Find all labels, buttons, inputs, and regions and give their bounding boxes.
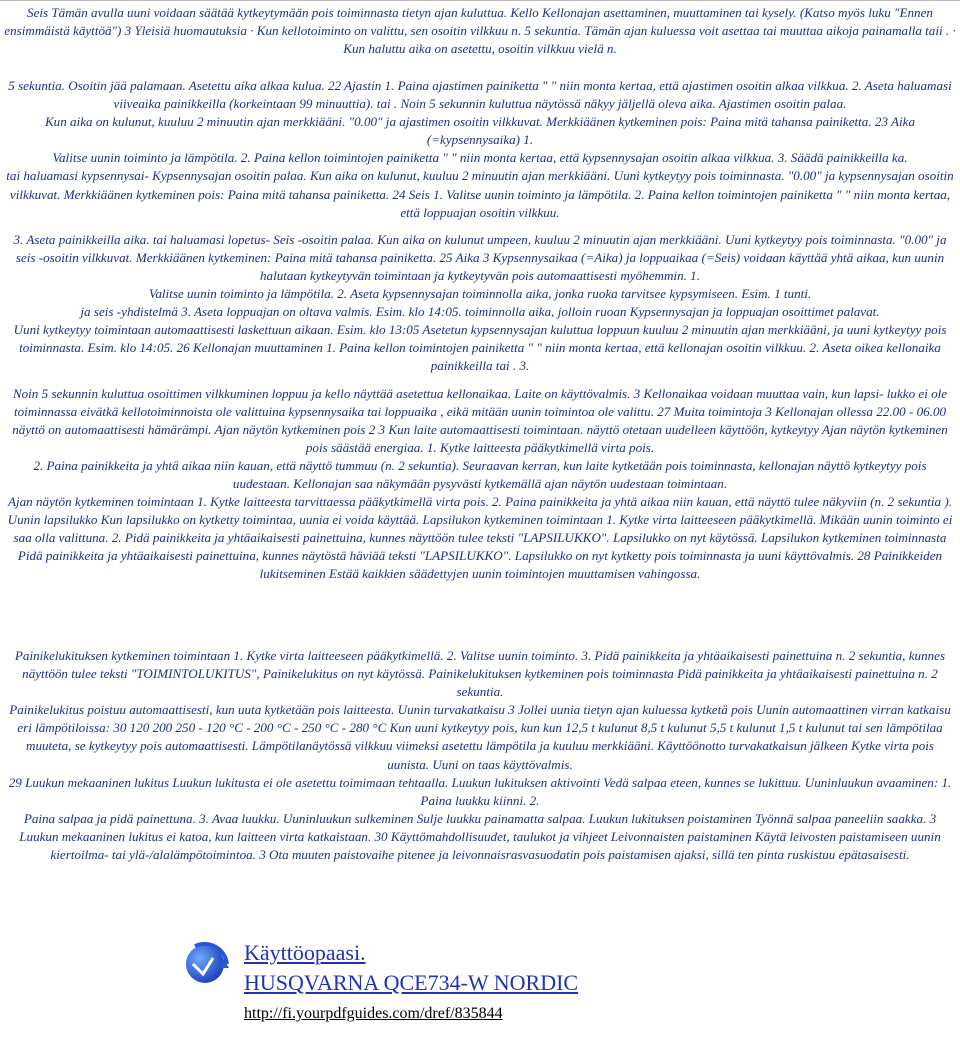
- footer-product-link[interactable]: HUSQVARNA QCE734-W NORDIC: [244, 970, 579, 995]
- paragraph: Valitse uunin toiminto ja lämpötila. 2. Aseta kypsennysajan toiminnolla aika, jonka ruoka tarvitsee kypsymiseen. Esim. 1 tunti.: [148, 286, 812, 302]
- text-section-1: [0, 4, 960, 58]
- paragraph: Uunin lapsilukko Kun lapsilukko on kytketty toimintaa, uunia ei voida käyttää. Lapsilukon kytkeminen toimintaan 1. Kytke virta laitteeseen pääkytkimellä. Mikään uunin toiminto ei saa olla valittuna. 2. Pidä painikkeita ja yhtäaikaisesti painettuina, kunnes näyttöön tulee teksti "LAPSILUKKO". Lapsilukko on nyt käytössä. Lapsilukon kytkeminen toiminnasta Pidä painikkeita ja yhtäaikaisesti painettuina, kunnes näytöstä häviää teksti "LAPSILUKKO". Lapsilukko on nyt kytketty pois toiminnasta ja uuni käyttövalmis. 28 Painikkeiden lukitseminen Estää kaikkien säädettyjen uunin toimintojen muuttamisen vahingossa.: [7, 512, 953, 582]
- text-section-2: [0, 77, 960, 584]
- paragraph: Kun aika on kulunut, kuuluu 2 minuutin ajan merkkiääni. "0.00" ja ajastimen osoitin vilkkuvat. Merkkiäänen kytkeminen pois: Paina mitä tahansa painiketta. 23 Aika (=kypsennysaika) 1.: [44, 114, 916, 148]
- text-section-3: [0, 647, 960, 864]
- paragraph: Seis Tämän avulla uuni voidaan säätää kytkeytymään pois toiminnasta tietyn ajan kuluttua. Kello Kellonajan asettaminen, muuttaminen tai kysely. (Katso myös luku "Ennen ensimmäistä käyttöä") 3 Yleisiä huomautuksia · Kun kellotoiminto on valittu, sen osoitin vilkkuu n. 5 sekuntia. Tämän ajan kuluessa voit asettaa tai muuttaa aikoja painamalla taii . · Kun haluttu aika on asetettu, osoitin vilkkuu vielä n.: [4, 5, 956, 57]
- paragraph: Noin 5 sekunnin kuluttua osoittimen vilkkuminen loppuu ja kello näyttää asetettua kellonaikaa. Laite on käyttövalmis. 3 Kellonaikaa voidaan muuttaa vain, kun lapsi- lukko ei ole toiminnassa eivätkä kellotoiminnoista ole valittuina kypsennysaika tai loppuaika , eikä mitään uunin toimintoa ole valittu. 27 Muita toimintoja 3 Kellonajan ollessa 22.00 - 06.00 näyttö on automaattisesti hämärämpi. Ajan näytön kytkeminen pois 2 3 Kun laite automaattisesti toimintaan. näyttö otetaan uudelleen käyttöön, kytkeytyy Ajan näytön kytkeminen pois säästää energiaa. 1. Kytke laitteesta pääkytkimellä virta pois.: [12, 385, 948, 455]
- paragraph: 2. Paina painikkeita ja yhtä aikaa niin kauan, että näyttö tummuu (n. 2 sekuntia). Seuraavan kerran, kun laite kytketään pois toiminnasta, kellonajan näyttö kytkeytyy pois uudestaan. Kellonajan saa näkymään pysyvästi kytkemällä ajan näytön uudestaan toimintaan.: [33, 457, 927, 491]
- footer-url-link[interactable]: http://fi.yourpdfguides.com/dref/835844: [244, 1005, 503, 1022]
- paragraph: 29 Luukun mekaaninen lukitus Luukun lukitusta ei ole asetettu toimimaan tehtaalla. Luukun lukituksen aktivointi Vedä salpaa eteen, kunnes se lukittuu. Uuninluukun avaaminen: 1. Paina luukku kiinni. 2.: [8, 774, 952, 808]
- footer-guide-link[interactable]: Käyttöopaasi.: [244, 940, 366, 965]
- paragraph: tai haluamasi kypsennysai- Kypsennysajan osoitin palaa. Kun aika on kulunut, kuuluu 2 minuutin ajan merkkiääni. Uuni kytkeytyy pois toiminnasta. "0.00" ja kypsennysajan osoitin vilkkuvat. Merkkiäänen kytkeminen pois: Paina mitä tahansa painiketta. 24 Seis 1. Valitse uunin toiminto ja lämpötila. 2. Paina kellon toimintojen painiketta " " niin monta kertaa, että loppuajan osoitin vilkkuu.: [6, 168, 954, 220]
- blue-ball-arrow-icon: [183, 938, 231, 990]
- paragraph: 3. Aseta painikkeilla aika. tai haluamasi lopetus- Seis -osoitin palaa. Kun aika on kulunut umpeen, kuuluu 2 minuutin ajan merkkiääni. Uuni kytkeytyy pois toiminnasta. "0.00" ja seis -osoitin vilkkuvat. Merkkiäänen kytkeminen: Paina mitä tahansa painiketta. 25 Aika 3 Kypsennysaikaa (=Aika) ja loppuaikaa (=Seis) voidaan käyttää yhtä aikaa, kun uunin halutaan kytkeytyvän toimintaan ja kytkeytyvän pois automaattisesti myöhemmin. 1.: [13, 231, 947, 283]
- paragraph: Painikelukituksen kytkeminen toimintaan 1. Kytke virta laitteeseen pääkytkimellä. 2. Valitse uunin toiminto. 3. Pidä painikkeita ja yhtäaikaisesti painettuina n. 2 sekuntia, kunnes näyttöön tulee teksti "TOIMINTOLUKITUS", Painikelukitus on nyt käytössä. Painikelukituksen kytkeminen pois toiminnasta Pidä painikkeita ja yhtäaikaisesti painettuina n. 2 sekuntia.: [14, 648, 946, 700]
- paragraph: Paina salpaa ja pidä painettuna. 3. Avaa luukku. Uuninluukun sulkeminen Sulje luukku painamatta salpaa. Luukun lukituksen poistaminen Työnnä salpaa paneeliin saakka. 3 Luukun mekaaninen lukitus ei katoa, kun laitteen virta katkaistaan. 30 Käyttömahdollisuudet, taulukot ja vihjeet Leivonnaisten paistaminen Käytä leivosten paistamiseen uunin kiertoilma- tai ylä-/alalämpötoimintoa. 3 Ota muuten paistovaihe pitenee ja leivonnaisrasvasuodatin pois paistamisen ajaksi, sillä ten pinta ruskistuu epätasaisesti.: [19, 810, 941, 863]
- paragraph: Ajan näytön kytkeminen toimintaan 1. Kytke laitteesta tarvittaessa pääkytkimellä virta pois. 2. Paina painikkeita ja yhtä aikaa niin kauan, että näyttö tulee näkyviin (n. 2 sekuntia ).: [8, 494, 952, 510]
- paragraph-gap: [4, 222, 956, 231]
- paragraph: Uuni kytkeytyy toimintaan automaattisesti laskettuun aikaan. Esim. klo 13:05 Asetetun kypsennysajan kuluttua loppuun kuuluu 2 minuutin ajan merkkiääni, ja uuni kytkeytyy pois toiminnasta. Esim. klo 14:05. 26 Kellonajan muuttaminen 1. Paina kellon toimintojen painiketta " " niin monta kertaa, että kellonajan osoitin vilkkuu. 2. Aseta oikea kellonaika painikkeilla tai . 3.: [13, 322, 947, 374]
- footer-link-block: [183, 938, 743, 1028]
- paragraph: ja seis -yhdistelmä 3. Aseta loppuajan on oltava valmis. Esim. klo 14:05. toiminnolla aika, jolloin ruoan Kypsennysajan ja loppuajan osoittimet palavat.: [80, 304, 880, 320]
- paragraph: Painikelukitus poistuu automaattisesti, kun uuta kytketään pois laitteesta. Uunin turvakatkaisu 3 Jollei uunia tietyn ajan kuluessa kytketä pois Uunin automaattinen virran katkaisu eri lämpötiloissa: 30 120 200 250 - 120 °C - 200 °C - 250 °C - 280 °C Kun uuni kytkeytyy pois, kun kun 12,5 t kulunut 8,5 t kulunut 5,5 t kulunut 1,5 t kulunut tai sen lämpötilaa muuteta, se kytkeytyy pois automaattisesti. Lämpötilanäytössä vilkkuu viimeksi asetettu lämpötila ja kuuluu merkkiääni. Käyttöönotto turvakatkaisun jälkeen Kytke virta pois uunista. Uuni on taas käyttövalmis.: [9, 702, 951, 772]
- paragraph: 5 sekuntia. Osoitin jää palamaan. Asetettu aika alkaa kulua. 22 Ajastin 1. Paina ajastimen painiketta " " niin monta kertaa, että ajastimen osoitin alkaa vilkkua. 2. Aseta haluamasi viiveaika painikkeilla (korkeintaan 99 minuuttia). tai . Noin 5 sekunnin kuluttua näytössä näkyy jäljellä oleva aika. Ajastimen osoitin palaa.: [8, 78, 952, 112]
- paragraph-gap: [4, 376, 956, 385]
- paragraph: Valitse uunin toiminto ja lämpötila. 2. Paina kellon toimintojen painiketta " " niin monta kertaa, että kypsennysajan osoitin alkaa vilkkua. 3. Säädä painikkeilla ka.: [52, 150, 908, 166]
